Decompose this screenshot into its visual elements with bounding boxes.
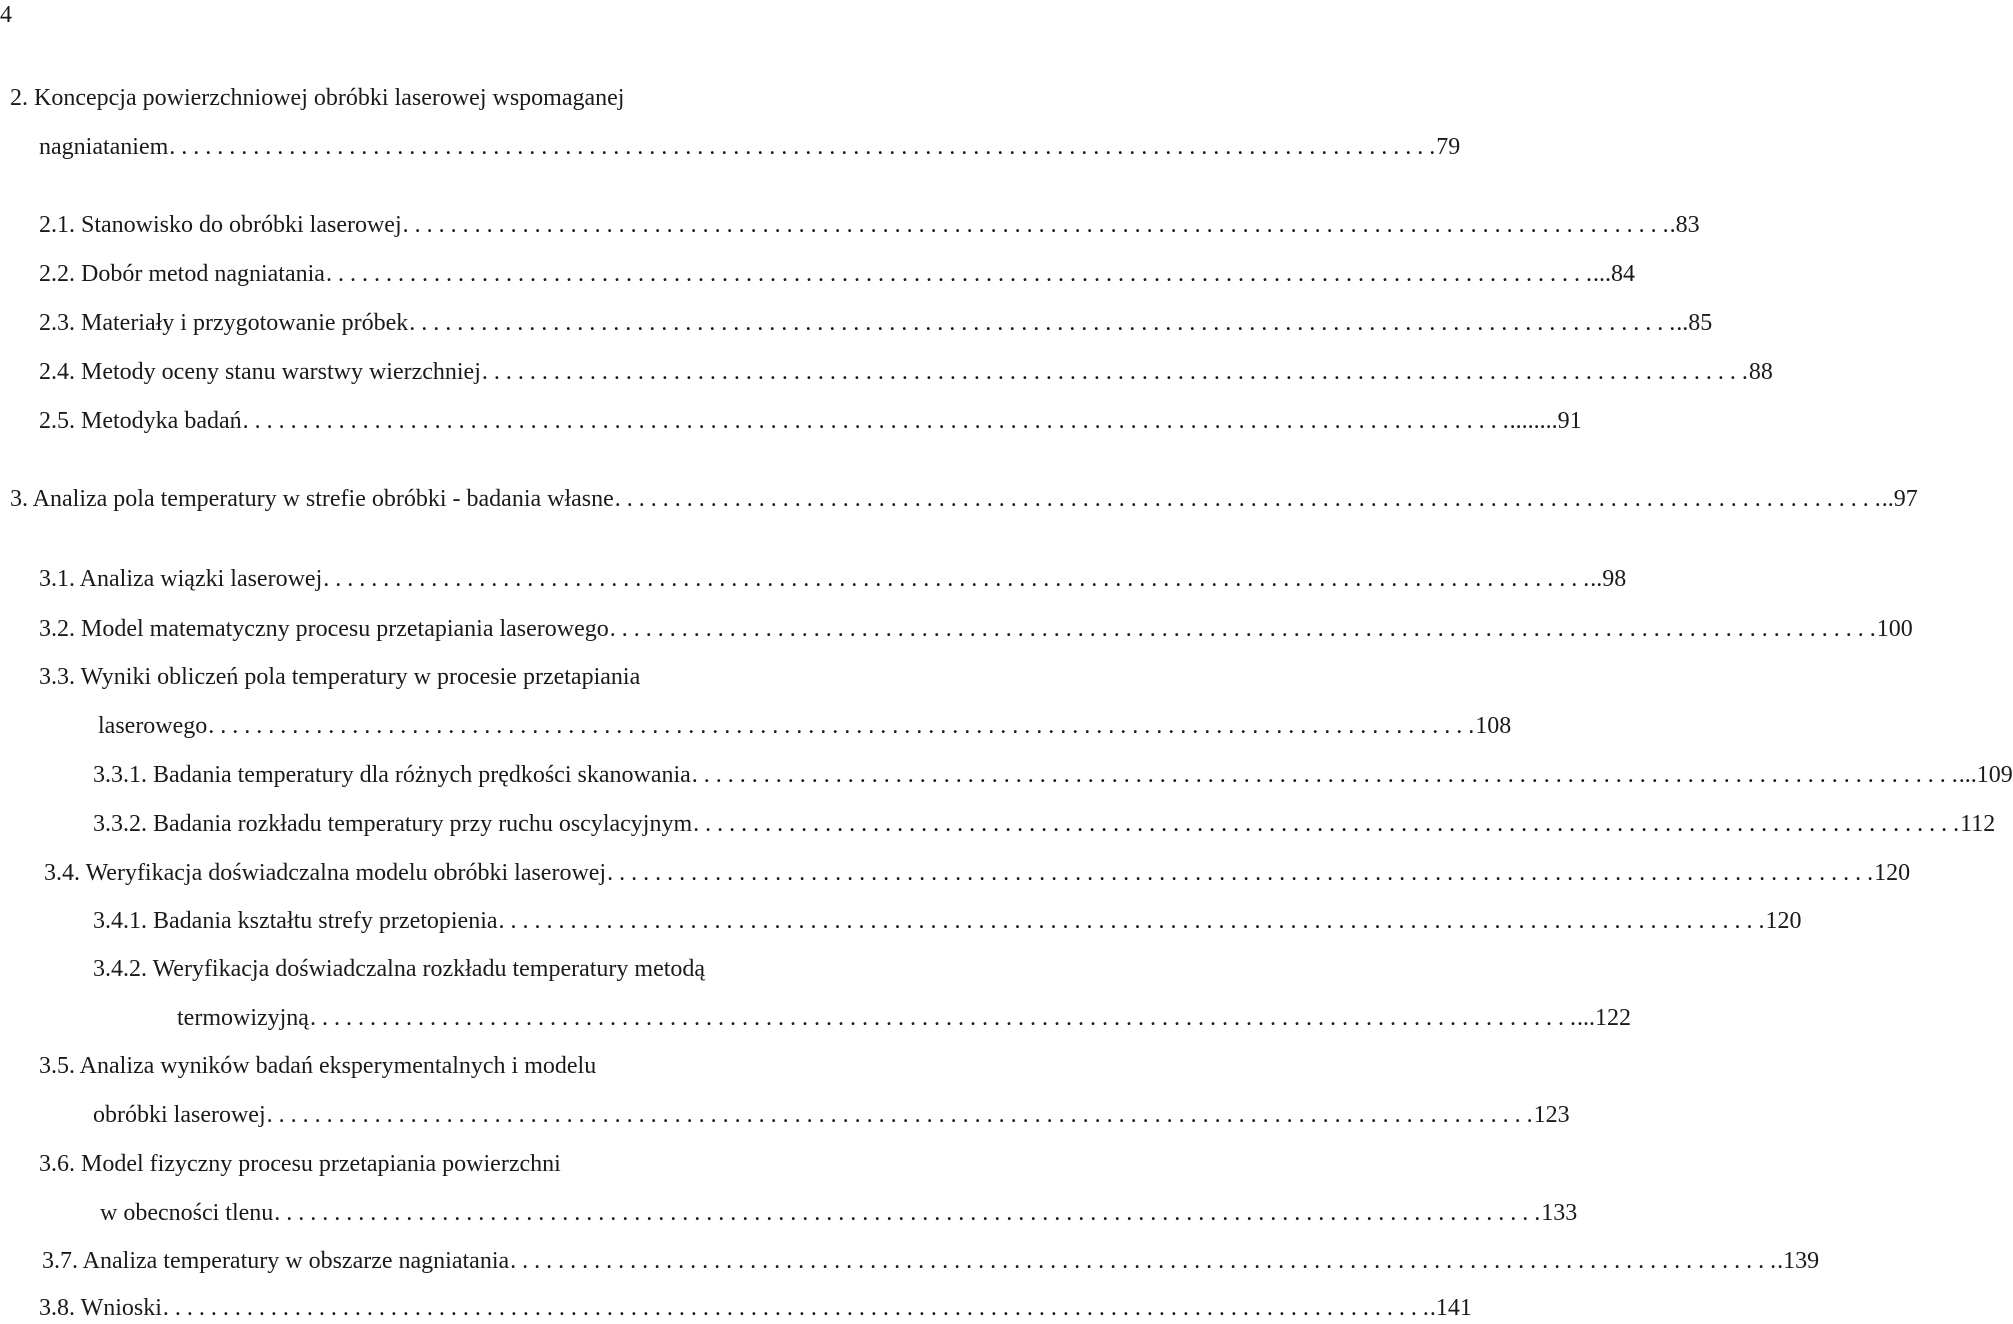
toc-leader: . . . . . . . . . . . . . . . . . . . . . . . . . . . . . . . . . . . . . . . . . . . . . . . . . . . . . . . . . . . . . . . . . . . . . . . . . . . . . . . . . . . . . . . . . . . . . . . . . . . . . . . . . .	[208, 713, 1475, 739]
toc-page-number: ..85	[1676, 310, 1713, 336]
toc-title: 3.8. Wnioski	[39, 1295, 162, 1321]
toc-page-number: 88	[1748, 359, 1773, 385]
toc-title: w obecności tlenu	[100, 1200, 274, 1226]
toc-leader: . . . . . . . . . . . . . . . . . . . . . . . . . . . . . . . . . . . . . . . . . . . . . . . . . . . . . . . . . . . . . . . . . . . . . . . . . . . . . . . . . . . . . . . . . . . . . . . . . . . . . . . . . .	[409, 310, 1676, 336]
toc-leader: . . . . . . . . . . . . . . . . . . . . . . . . . . . . . . . . . . . . . . . . . . . . . . . . . . . . . . . . . . . . . . . . . . . . . . . . . . . . . . . . . . . . . . . . . . . . . . . . . . . . . . . . . .	[607, 860, 1874, 886]
toc-entry	[0, 131, 1461, 163]
toc-page-number: ...122	[1576, 1005, 1631, 1031]
toc-title: obróbki laserowej	[93, 1102, 266, 1128]
toc-leader: . . . . . . . . . . . . . . . . . . . . . . . . . . . . . . . . . . . . . . . . . . . . . . . . . . . . . . . . . . . . . . . . . . . . . . . . . . . . . . . . . . . . . . . . . . . . . . . . . . . . . . . . . .	[242, 408, 1509, 434]
toc-title: 2.5. Metodyka badań	[39, 408, 242, 434]
toc-leader: . . . . . . . . . . . . . . . . . . . . . . . . . . . . . . . . . . . . . . . . . . . . . . . . . . . . . . . . . . . . . . . . . . . . . . . . . . . . . . . . . . . . . . . . . . . . . . . . . . . . . . . . . .	[402, 212, 1669, 238]
toc-page-number: 120	[1874, 860, 1911, 886]
toc-leader: . . . . . . . . . . . . . . . . . . . . . . . . . . . . . . . . . . . . . . . . . . . . . . . . . . . . . . . . . . . . . . . . . . . . . . . . . . . . . . . . . . . . . . . . . . . . . . . . . . . . . . . . . .	[323, 566, 1590, 592]
toc-title: 3.4. Weryfikacja doświadczalna modelu obróbki laserowej	[44, 860, 607, 886]
toc-title: 3.7. Analiza temperatury w obszarze nagniatania	[42, 1248, 510, 1274]
toc-entry	[0, 356, 1773, 388]
toc-title: 3.4.1. Badania kształtu strefy przetopienia	[93, 908, 498, 934]
toc-leader: . . . . . . . . . . . . . . . . . . . . . . . . . . . . . . . . . . . . . . . . . . . . . . . . . . . . . . . . . . . . . . . . . . . . . . . . . . . . . . . . . . . . . . . . . . . . . . . . . . . . . . . . . .	[309, 1005, 1576, 1031]
toc-page-number: .141	[1429, 1295, 1472, 1321]
toc-leader: . . . . . . . . . . . . . . . . . . . . . . . . . . . . . . . . . . . . . . . . . . . . . . . . . . . . . . . . . . . . . . . . . . . . . . . . . . . . . . . . . . . . . . . . . . . . . . . . . . . . . . . . . .	[162, 1295, 1429, 1321]
toc-line	[0, 1148, 954, 1180]
toc-page-number: .83	[1669, 212, 1700, 238]
toc-page-number: ...84	[1592, 261, 1635, 287]
toc-leader: . . . . . . . . . . . . . . . . . . . . . . . . . . . . . . . . . . . . . . . . . . . . . . . . . . . . . . . . . . . . . . . . . . . . . . . . . . . . . . . . . . . . . . . . . . . . . . . . . . . . . . . . . .	[609, 616, 1876, 642]
toc-line	[0, 953, 954, 985]
toc-title: 3. Analiza pola temperatury w strefie obróbki - badania własne	[10, 486, 614, 512]
toc-leader: . . . . . . . . . . . . . . . . . . . . . . . . . . . . . . . . . . . . . . . . . . . . . . . . . . . . . . . . . . . . . . . . . . . . . . . . . . . . . . . . . . . . . . . . . . . . . . . . . . . . . . . . . .	[325, 261, 1592, 287]
toc-page-number: 120	[1765, 908, 1802, 934]
toc-leader: . . . . . . . . . . . . . . . . . . . . . . . . . . . . . . . . . . . . . . . . . . . . . . . . . . . . . . . . . . . . . . . . . . . . . . . . . . . . . . . . . . . . . . . . . . . . . . . . . . . . . . . . . .	[498, 908, 1765, 934]
toc-page-number: ..97	[1881, 486, 1918, 512]
toc-entry	[0, 857, 1911, 889]
toc-entry	[0, 710, 1512, 742]
toc-entry	[0, 563, 1627, 595]
toc-title: 3.4.2. Weryfikacja doświadczalna rozkładu temperatury metodą	[93, 956, 706, 982]
toc-page-number: 100	[1876, 616, 1913, 642]
toc-entry	[0, 1099, 1570, 1131]
toc-entry	[0, 209, 1700, 241]
toc-title: termowizyjną	[177, 1005, 309, 1031]
toc-entry	[0, 307, 1713, 339]
toc-line	[0, 1050, 954, 1082]
page-number: 4	[0, 2, 12, 28]
toc-entry	[0, 905, 1802, 937]
toc-entry	[0, 613, 1913, 645]
toc-page-number: 123	[1533, 1102, 1570, 1128]
toc-title: 2.2. Dobór metod nagniatania	[39, 261, 325, 287]
toc-leader: . . . . . . . . . . . . . . . . . . . . . . . . . . . . . . . . . . . . . . . . . . . . . . . . . . . . . . . . . . . . . . . . . . . . . . . . . . . . . . . . . . . . . . . . . . . . . . . . . . . . . . . . . .	[691, 762, 1958, 788]
toc-entry	[0, 1002, 1631, 1034]
toc-leader: . . . . . . . . . . . . . . . . . . . . . . . . . . . . . . . . . . . . . . . . . . . . . . . . . . . . . . . . . . . . . . . . . . . . . . . . . . . . . . . . . . . . . . . . . . . . . . . . . . . . . . . . . .	[510, 1248, 1777, 1274]
toc-entry	[0, 808, 1996, 840]
toc-title: 3.1. Analiza wiązki laserowej	[39, 566, 323, 592]
toc-title: 2. Koncepcja powierzchniowej obróbki laserowej wspomaganej	[10, 85, 625, 111]
toc-leader: . . . . . . . . . . . . . . . . . . . . . . . . . . . . . . . . . . . . . . . . . . . . . . . . . . . . . . . . . . . . . . . . . . . . . . . . . . . . . . . . . . . . . . . . . . . . . . . . . . . . . . . . . .	[169, 134, 1436, 160]
toc-page-number: 112	[1960, 811, 1996, 837]
toc-entry	[0, 1292, 1472, 1324]
toc-leader: . . . . . . . . . . . . . . . . . . . . . . . . . . . . . . . . . . . . . . . . . . . . . . . . . . . . . . . . . . . . . . . . . . . . . . . . . . . . . . . . . . . . . . . . . . . . . . . . . . . . . . . . . .	[274, 1200, 1541, 1226]
toc-entry	[0, 258, 1635, 290]
toc-leader: . . . . . . . . . . . . . . . . . . . . . . . . . . . . . . . . . . . . . . . . . . . . . . . . . . . . . . . . . . . . . . . . . . . . . . . . . . . . . . . . . . . . . . . . . . . . . . . . . . . . . . . . . .	[266, 1102, 1533, 1128]
toc-page-number: 79	[1436, 134, 1461, 160]
toc-title: laserowego	[98, 713, 208, 739]
toc-entry	[0, 1197, 1578, 1229]
toc-page-number: ...109	[1958, 762, 2013, 788]
toc-entry	[0, 1245, 1820, 1277]
toc-leader: . . . . . . . . . . . . . . . . . . . . . . . . . . . . . . . . . . . . . . . . . . . . . . . . . . . . . . . . . . . . . . . . . . . . . . . . . . . . . . . . . . . . . . . . . . . . . . . . . . . . . . . . . .	[481, 359, 1748, 385]
toc-leader: . . . . . . . . . . . . . . . . . . . . . . . . . . . . . . . . . . . . . . . . . . . . . . . . . . . . . . . . . . . . . . . . . . . . . . . . . . . . . . . . . . . . . . . . . . . . . . . . . . . . . . . . . .	[614, 486, 1881, 512]
toc-line	[0, 82, 954, 114]
toc-title: 3.3. Wyniki obliczeń pola temperatury w procesie przetapiania	[39, 664, 641, 690]
toc-title: 2.1. Stanowisko do obróbki laserowej	[39, 212, 402, 238]
toc-page-number: ..98	[1590, 566, 1627, 592]
toc-title: 3.6. Model fizyczny procesu przetapiania powierzchni	[39, 1151, 561, 1177]
toc-title: 3.3.1. Badania temperatury dla różnych prędkości skanowania	[93, 762, 691, 788]
toc-title: 3.2. Model matematyczny procesu przetapiania laserowego	[39, 616, 609, 642]
toc-page-number: 108	[1475, 713, 1512, 739]
toc-title: 3.5. Analiza wyników badań eksperymentalnych i modelu	[39, 1053, 597, 1079]
toc-title: nagniataniem	[39, 134, 169, 160]
toc-title: 3.3.2. Badania rozkładu temperatury przy ruchu oscylacyjnym	[93, 811, 693, 837]
toc-entry	[0, 405, 1582, 437]
toc-title: 2.4. Metody oceny stanu warstwy wierzchniej	[39, 359, 481, 385]
toc-page-number: 133	[1541, 1200, 1578, 1226]
toc-title: 2.3. Materiały i przygotowanie próbek	[39, 310, 409, 336]
toc-entry	[0, 759, 2013, 791]
toc-entry	[0, 483, 1918, 515]
toc-line	[0, 661, 954, 693]
toc-page-number: .139	[1777, 1248, 1820, 1274]
toc-page-number: ........91	[1509, 408, 1582, 434]
toc-leader: . . . . . . . . . . . . . . . . . . . . . . . . . . . . . . . . . . . . . . . . . . . . . . . . . . . . . . . . . . . . . . . . . . . . . . . . . . . . . . . . . . . . . . . . . . . . . . . . . . . . . . . . . .	[693, 811, 1960, 837]
